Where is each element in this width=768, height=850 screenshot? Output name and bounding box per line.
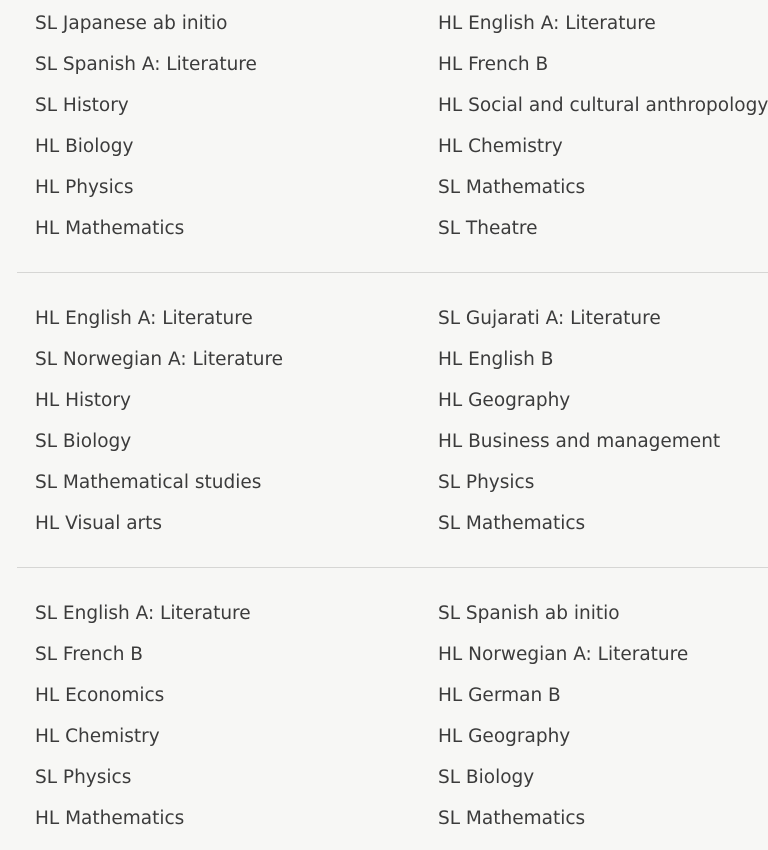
- subject-item: HL Business and management: [438, 431, 721, 452]
- subject-item: SL Mathematics: [438, 177, 586, 198]
- subject-column-right: [438, 295, 768, 541]
- subject-item: SL History: [35, 95, 129, 116]
- subject-item: HL French B: [438, 54, 549, 75]
- subject-group-2: [0, 295, 768, 555]
- subject-group-1: [0, 0, 768, 260]
- subject-item: HL Geography: [438, 726, 571, 747]
- subject-item: SL Biology: [438, 767, 535, 788]
- subject-item: HL Mathematics: [35, 808, 185, 829]
- subject-item: SL Biology: [35, 431, 132, 452]
- section-divider: [17, 272, 768, 273]
- subject-item: HL English B: [438, 349, 554, 370]
- section-divider: [17, 567, 768, 568]
- subject-item: HL German B: [438, 685, 561, 706]
- subject-item: HL English A: Literature: [438, 13, 656, 34]
- subject-group-3: [0, 590, 768, 850]
- subject-item: SL Norwegian A: Literature: [35, 349, 284, 370]
- subject-item: HL Economics: [35, 685, 165, 706]
- subject-item: HL History: [35, 390, 131, 411]
- subject-item: HL English A: Literature: [35, 308, 253, 329]
- subject-item: HL Visual arts: [35, 513, 163, 534]
- subject-column-left: [35, 0, 395, 246]
- subject-item: SL Spanish ab initio: [438, 603, 620, 624]
- subject-item: SL Japanese ab initio: [35, 13, 228, 34]
- subject-item: SL Mathematics: [438, 808, 586, 829]
- subject-item: SL Mathematics: [438, 513, 586, 534]
- subject-column-right: [438, 0, 768, 246]
- subject-item: HL Norwegian A: Literature: [438, 644, 689, 665]
- subject-item: SL French B: [35, 644, 144, 665]
- subject-item: SL Gujarati A: Literature: [438, 308, 661, 329]
- subject-item: SL Spanish A: Literature: [35, 54, 257, 75]
- subject-item: SL English A: Literature: [35, 603, 251, 624]
- subject-item: HL Mathematics: [35, 218, 185, 239]
- subject-item: HL Physics: [35, 177, 134, 198]
- subject-item: SL Theatre: [438, 218, 538, 239]
- subject-item: HL Biology: [35, 136, 134, 157]
- subject-item: HL Chemistry: [35, 726, 160, 747]
- subject-item: SL Physics: [35, 767, 132, 788]
- subject-item: SL Physics: [438, 472, 535, 493]
- subject-column-left: [35, 295, 395, 541]
- subject-column-left: [35, 590, 395, 836]
- subject-item: HL Chemistry: [438, 136, 563, 157]
- subject-column-right: [438, 590, 768, 836]
- subject-item: HL Social and cultural anthropology: [438, 95, 768, 116]
- subject-item: SL Mathematical studies: [35, 472, 262, 493]
- subject-item: HL Geography: [438, 390, 571, 411]
